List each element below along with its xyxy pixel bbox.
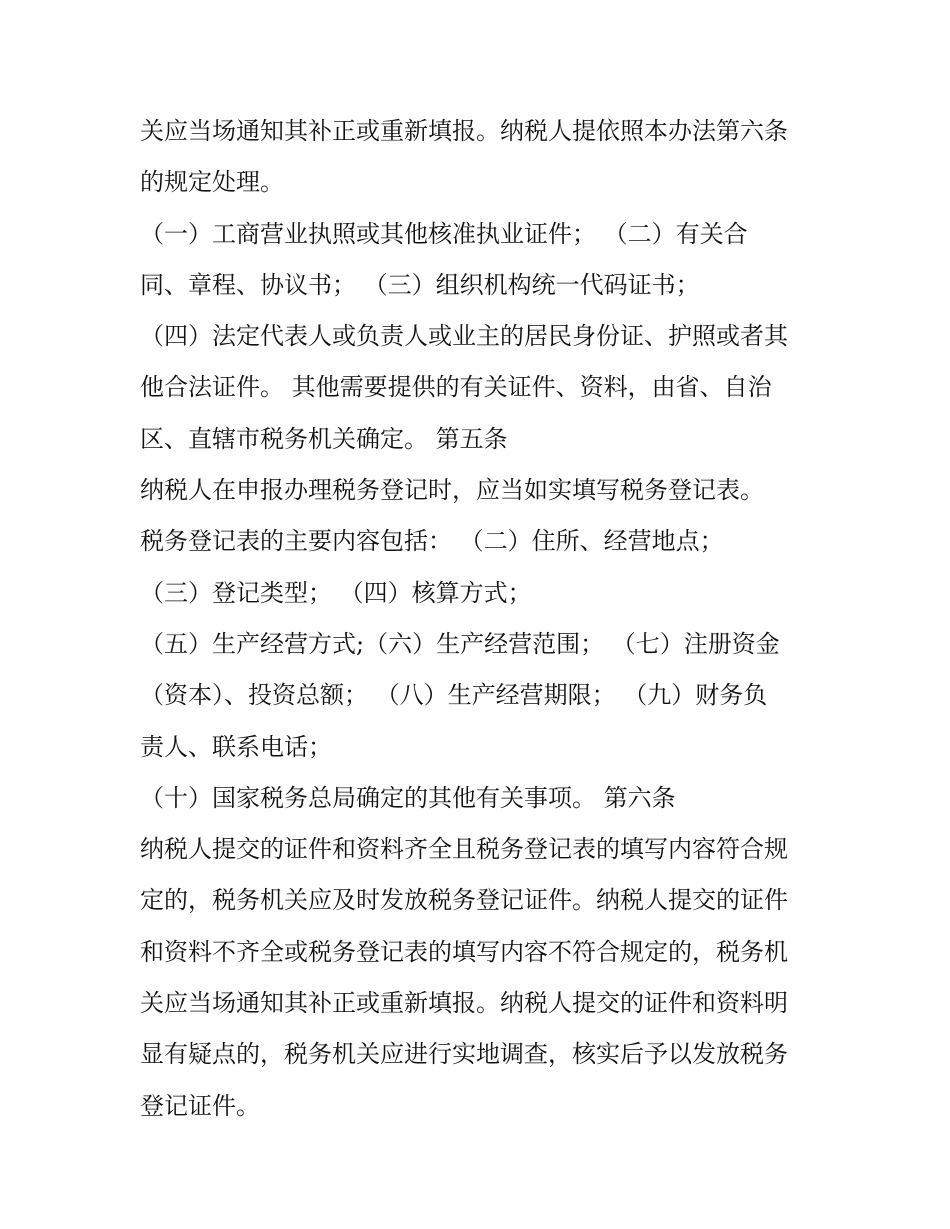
text-line: 税务登记表的主要内容包括： （二）住所、经营地点； — [140, 527, 724, 556]
text-line: （五）生产经营方式;（六）生产经营范围； （七）注册资金 — [140, 629, 780, 658]
text-line: （四）法定代表人或负责人或业主的居民身份证、护照或者其 — [140, 322, 788, 351]
text-line: 同、章程、协议书； （三）组织机构统一代码证书； — [140, 270, 700, 299]
text-line: （一）工商营业执照或其他核准执业证件； （二）有关合 — [140, 219, 748, 248]
text-line: 关应当场通知其补正或重新填报。纳税人提交的证件和资料明 — [140, 989, 788, 1018]
text-line: （资本）、投资总额； （八）生产经营期限； （九）财务负 — [140, 681, 768, 710]
text-line: 纳税人在申报办理税务登记时，应当如实填写税务登记表。 — [140, 476, 764, 505]
text-line: （十）国家税务总局确定的其他有关事项。 第六条 — [140, 783, 676, 812]
text-line: 和资料不齐全或税务登记表的填写内容不符合规定的，税务机 — [140, 937, 788, 966]
text-line: 登记证件。 — [140, 1091, 260, 1120]
text-line: 定的，税务机关应及时发放税务登记证件。纳税人提交的证件 — [140, 886, 788, 915]
document-body — [140, 106, 830, 1132]
text-line: 他合法证件。 其他需要提供的有关证件、资料，由省、自治 — [140, 373, 772, 402]
text-line: （三）登记类型； （四）核算方式； — [140, 578, 532, 607]
text-line: 的规定处理。 — [140, 168, 284, 197]
text-line: 责人、联系电话； — [140, 732, 332, 761]
text-line: 纳税人提交的证件和资料齐全且税务登记表的填写内容符合规 — [140, 835, 788, 864]
text-line: 关应当场通知其补正或重新填报。纳税人提依照本办法第六条 — [140, 117, 788, 145]
text-line: 显有疑点的，税务机关应进行实地调查，核实后予以发放税务 — [140, 1040, 788, 1069]
text-line: 区、直辖市税务机关确定。 第五条 — [140, 424, 508, 453]
